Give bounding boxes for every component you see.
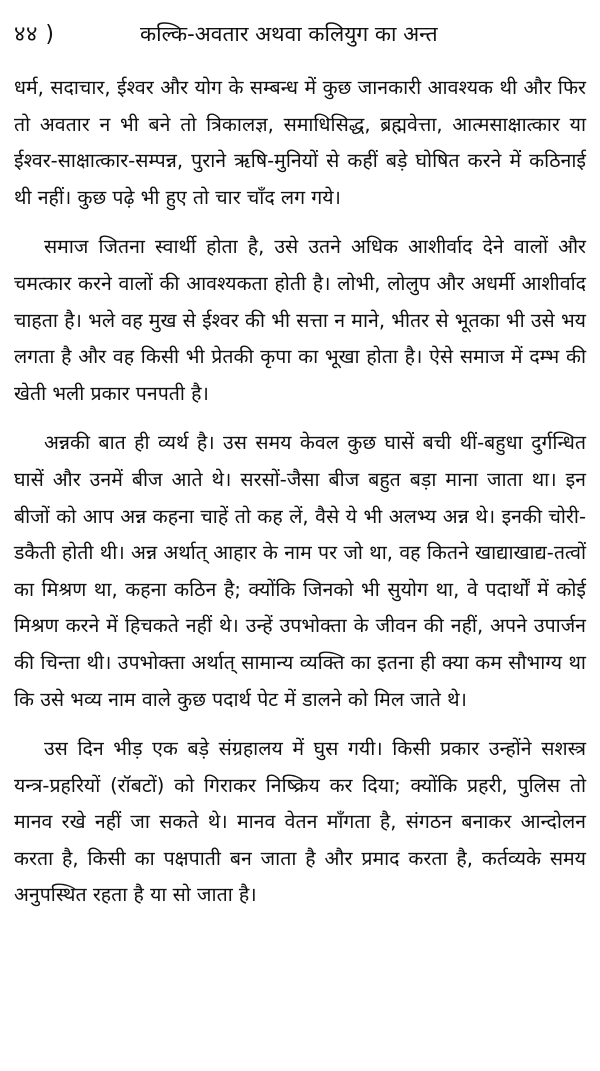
paragraph: अन्नकी बात ही व्यर्थ है। उस समय केवल कुछ घासें बची थीं-बहुधा दुर्गन्धित घासें और उनमें बीज आते थे। सरसों-जैसा बीज बहुत बड़ा माना जाता था। इन बीजों को आप अन्न कहना चाहें तो कह लें, वैसे ये भी अलभ्य अन्न थे। इनकी चोरी-डकैती होती थी। अन्न अर्थात् आहार के नाम पर जो था, वह कितने खाद्याखाद्य-तत्वों का मिश्रण था, कहना कठिन है; क्योंकि जिनको भी सुयोग था, वे पदार्थों में कोई मिश्रण करने में हिचकते नहीं थे। उन्हें उपभोक्ता के जीवन की नहीं, अपने उपार्जन की चिन्ता थी। उपभोक्ता अर्थात् सामान्य व्यक्ति का इतना ही क्या कम सौभाग्य था कि उसे भव्य नाम वाले कुछ पदार्थ पेट में डालने को मिल जाते थे। [14,431,586,711]
running-header [14,18,586,50]
page-number: ४४ ) [14,22,55,47]
paragraph: उस दिन भीड़ एक बड़े संग्रहालय में घुस गयी। किसी प्रकार उन्होंने सशस्त्र यन्त्र-प्रहरियों (रॉबटों) को गिराकर निष्क्रिय कर दिया; क्योंकि प्रहरी, पुलिस तो मानव रखे नहीं जा सकते थे। मानव वेतन माँगता है, संगठन बनाकर आन्दोलन करता है, किसी का पक्षपाती बन जाता है और प्रमाद करता है, कर्तव्यके समय अनुपस्थित रहता है या सो जाता है। [14,737,586,907]
chapter-title: कल्कि-अवतार अथवा कलियुग का अन्त [140,22,438,46]
paragraph: धर्म, सदाचार, ईश्वर और योग के सम्बन्ध में कुछ जानकारी आवश्यक थी और फिर तो अवतार न भी बने तो त्रिकालज्ञ, समाधिसिद्ध, ब्रह्मवेत्ता, आत्मसाक्षात्कार या ईश्वर-साक्षात्कार-सम्पन्न, पुराने ऋषि-मुनियों से कहीं बड़े घोषित करने में कठिनाई थी नहीं। कुछ पढ़े भी हुए तो चार चाँद लग गये। [14,76,586,209]
body-text [14,70,586,914]
paragraph: समाज जितना स्वार्थी होता है, उसे उतने अधिक आशीर्वाद देने वालों और चमत्कार करने वालों की आवश्यकता होती है। लोभी, लोलुप और अधर्मी आशीर्वाद चाहता है। भले वह मुख से ईश्वर की भी सत्ता न माने, भीतर से भूतका भी उसे भय लगता है और वह किसी भी प्रेतकी कृपा का भूखा होता है। ऐसे समाज में दम्भ की खेती भली प्रकार पनपती है। [14,235,586,405]
